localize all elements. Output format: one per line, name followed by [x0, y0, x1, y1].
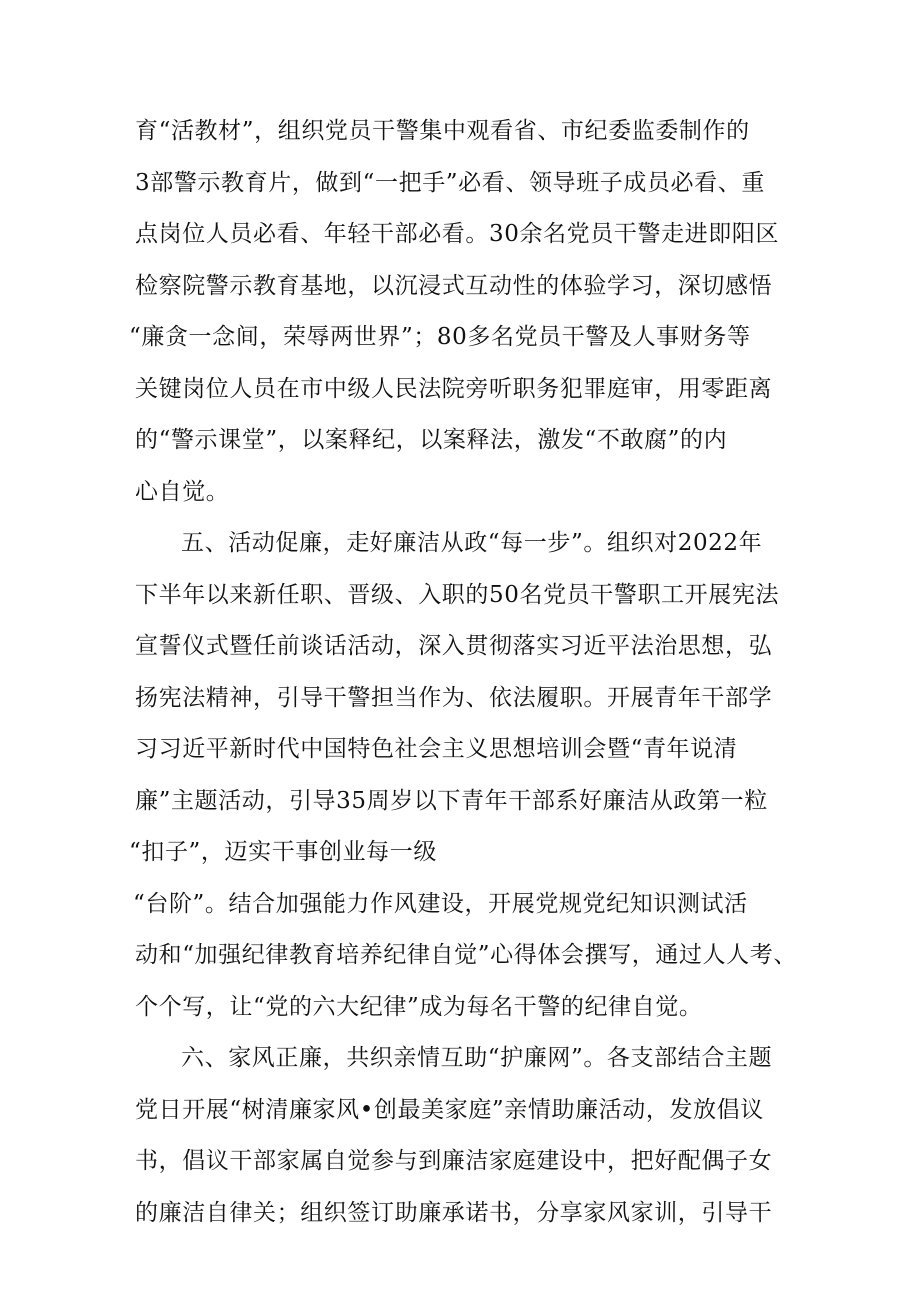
text-line: 廉”主题活动，引导35周岁以下青年干部系好廉洁从政第一粒 [135, 788, 768, 814]
text-line: 的“警示课堂”，以案释纪，以案释法，激发“不敢腐”的内 [135, 427, 728, 453]
text-line: 习习近平新时代中国特色社会主义思想培训会暨“青年说清 [135, 736, 738, 762]
text-line: “廉贪一念间，荣辱两世界”；80多名党员干警及人事财务等 [129, 324, 751, 350]
text-line: “台阶”。结合加强能力作风建设，开展党规党纪知识测试活 [133, 891, 748, 917]
text-line: 心自觉。 [135, 479, 230, 505]
text-line: 育“活教材”，组织党员干警集中观看省、市纪委监委制作的 [135, 118, 750, 144]
text-line: 的廉洁自律关；组织签订助廉承诺书，分享家风家训，引导干 [135, 1200, 773, 1226]
text-line: 动和“加强纪律教育培养纪律自觉”心得体会撰写，通过人人考、 [135, 942, 797, 968]
text-line: 检察院警示教育基地，以沉浸式互动性的体验学习，深切感悟 [135, 273, 773, 299]
text-line: 个个写，让“党的六大纪律”成为每名干警的纪律自觉。 [135, 994, 703, 1020]
text-line: 下半年以来新任职、晋级、入职的50名党员干警职工开展宪法 [135, 582, 780, 608]
paragraph-five-start: 五、活动促廉，走好廉洁从政“每一步”。组织对2022年 [181, 530, 763, 556]
text-line: 宣誓仪式暨任前谈话活动，深入贯彻落实习近平法治思想，弘 [135, 633, 773, 659]
text-line: 点岗位人员必看、年轻干部必看。30余名党员干警走进即阳区 [135, 221, 780, 247]
text-line: “扣子”，迈实干事创业每一级 [129, 839, 437, 865]
text-line: 党日开展“树清廉家风•创最美家庭”亲情助廉活动，发放倡议 [135, 1097, 764, 1123]
text-line: 关键岗位人员在市中级人民法院旁听职务犯罪庭审，用零距离 [135, 376, 773, 402]
text-line: 书，倡议干部家属自觉参与到廉洁家庭建设中，把好配偶子女 [135, 1148, 773, 1174]
text-line: 扬宪法精神，引导干警担当作为、依法履职。开展青年干部学 [135, 685, 773, 711]
paragraph-six-start: 六、家风正廉，共织亲情互助“护廉网”。各支部结合主题 [181, 1045, 773, 1071]
text-line: 3部警示教育片，做到“一把手”必看、领导班子成员必看、重 [135, 170, 765, 196]
